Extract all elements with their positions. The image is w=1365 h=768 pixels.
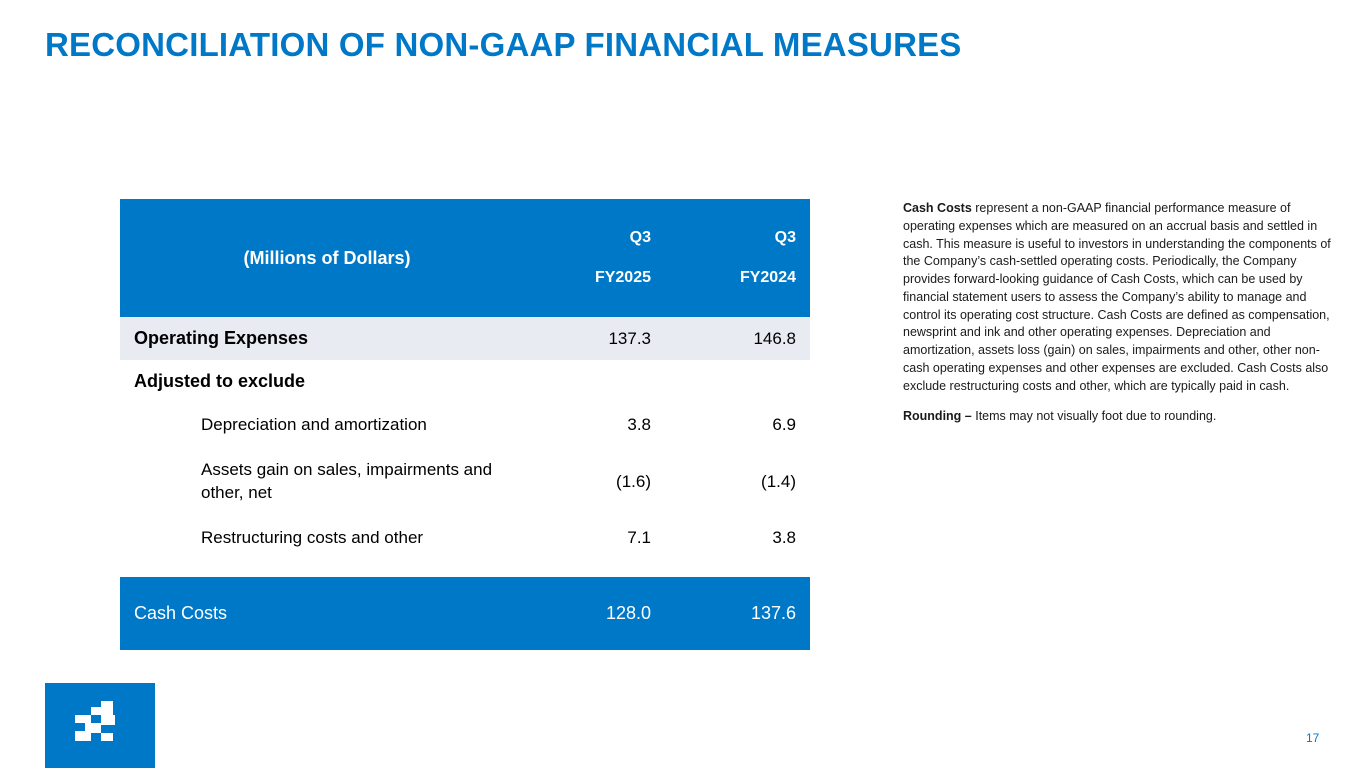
table-header-q3-fy2025-line2: FY2025 [594, 269, 651, 286]
table-row [120, 516, 810, 561]
table-header-q3-fy2024 [665, 199, 810, 317]
table-row [120, 360, 810, 403]
table-spacer-cell [120, 561, 520, 577]
table-header-q3-fy2024-line1: Q3 [774, 229, 796, 246]
note-cash-costs [903, 200, 1331, 395]
row-label-cash-costs: Cash Costs [134, 602, 228, 623]
page-title: RECONCILIATION OF NON-GAAP FINANCIAL MEASURES [45, 26, 962, 63]
row-value-assets-gain-fy2024: (1.4) [761, 471, 796, 491]
notes-panel [903, 200, 1331, 439]
table-row [120, 448, 810, 516]
reconciliation-table [120, 199, 810, 650]
table-header-row [120, 199, 810, 317]
row-label-depreciation: Depreciation and amortization [201, 415, 427, 434]
table-row [120, 317, 810, 360]
row-value-operating-expenses-fy2024: 146.8 [753, 328, 796, 348]
note-cash-costs-heading: Cash Costs [903, 201, 972, 215]
row-value-depreciation-fy2025: 3.8 [627, 415, 651, 435]
row-value-cash-costs-fy2024: 137.6 [750, 602, 796, 623]
note-cash-costs-body: represent a non-GAAP financial performance measure of operating expenses which are measured on an accrual basis and settled in cash. This measure is useful to investors in understanding the components of the Company’s cash-settled operating costs. Periodically, the Company provides forward-looking guidance of Cash Costs, which can be used by financial statement users to assess the Company’s ability to manage and control its operating cost structure. Cash Costs are defined as compensation, newsprint and ink and other operating expenses. Depreciation and amortization, assets loss (gain) on sales, impairments and other, other non-cash operating expenses and other expenses are excluded. Cash Costs also exclude restructuring costs and other, which are typically paid in cash. [903, 201, 1331, 393]
table-header-q3-fy2025 [520, 199, 665, 317]
table-header-q3-fy2025-line1: Q3 [629, 229, 651, 246]
row-value-depreciation-fy2024: 6.9 [772, 415, 796, 435]
row-value-adjusted-fy2025 [520, 360, 665, 403]
row-value-assets-gain-fy2025: (1.6) [616, 471, 651, 491]
table-header-q3-fy2024-line2: FY2024 [739, 269, 796, 286]
row-label-operating-expenses: Operating Expenses [134, 328, 309, 348]
company-logo [45, 683, 155, 768]
row-value-restructuring-fy2025: 7.1 [627, 528, 651, 548]
table-total-row [120, 577, 810, 650]
note-rounding-body: Items may not visually foot due to rounding. [971, 409, 1217, 424]
table-spacer-row [120, 561, 810, 577]
row-value-adjusted-fy2024 [665, 360, 810, 403]
table-spacer-cell [665, 561, 810, 577]
row-value-operating-expenses-fy2025: 137.3 [608, 328, 651, 348]
row-label-adjusted-to-exclude: Adjusted to exclude [134, 371, 306, 391]
row-label-assets-gain: Assets gain on sales, impairments and other, net [201, 459, 493, 502]
table-header-label: (Millions of Dollars) [243, 247, 411, 268]
note-rounding-heading: Rounding – [903, 409, 972, 424]
note-rounding [903, 408, 1331, 426]
table-spacer-cell [520, 561, 665, 577]
page-number: 17 [1306, 731, 1320, 745]
table-row [120, 403, 810, 448]
row-value-cash-costs-fy2025: 128.0 [605, 602, 651, 623]
row-label-restructuring: Restructuring costs and other [201, 527, 424, 547]
row-value-restructuring-fy2024: 3.8 [772, 528, 796, 548]
logo-mark-icon [45, 683, 155, 768]
